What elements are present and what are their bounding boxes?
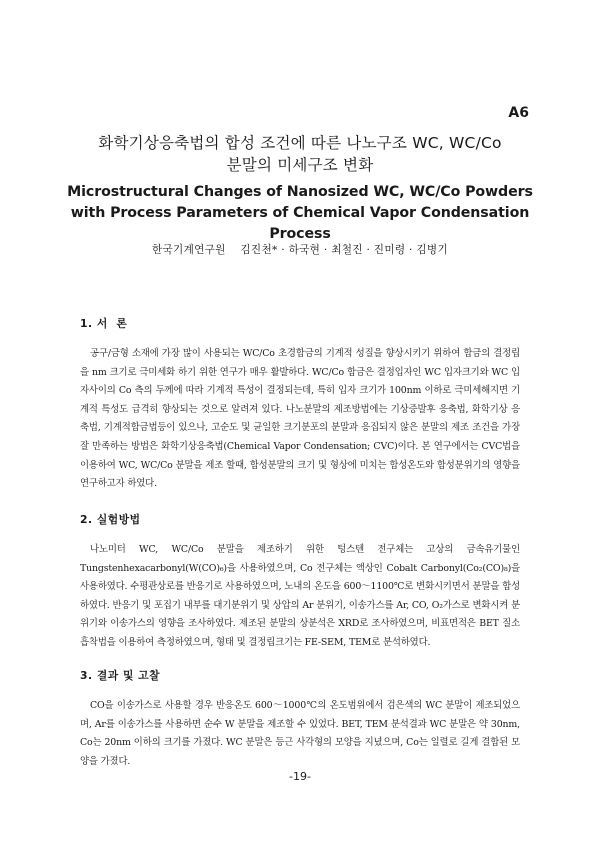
section-body: 공구/금형 소재에 가장 많이 사용되는 WC/Co 초경합금의 기계적 성질을 향상시키기 위하여 합금의 결정립을 nm 크기로 극미세화 하기 위한 연구가 매우 활발하다. WC/Co 합금은 결정입자인 WC 입자크기와 WC 입자사이의 Co 측의 두께에 따라 기계적 특성이 결정되는데, 특히 입자 크기가 100nm 이하로 극미세해지면 기계적 특성도 급격히 향상되는 것으로 알려져 있다. 나노분말의 제조방법에는 기상증발후 응축법, 화학기상 응축법, 기계적합금법등이 있으나, 고순도 및 균일한 크기분포의 분말과 응집되지 않은 분말의 제조 조건을 가장 잘 만족하는 방법은 화학기상응축법(Chemical Vapor Condensation; CVC)이다. 본 연구에서는 CVC법을 이용하여 WC, WC/Co 분말을 제조 할때, 합성분말의 크기 및 형상에 미치는 합성온도와 합성분위기의 영향을 연구하고자 하였다.: [80, 348, 520, 490]
section-experimental-method: [80, 512, 520, 653]
section-heading: 2. 실험방법: [80, 513, 141, 526]
korean-title-line-1: 화학기상응축법의 합성 조건에 따른 나노구조 WC, WC/Co: [98, 134, 502, 152]
title-block: [40, 132, 560, 245]
page-number: -19-: [289, 770, 311, 783]
english-title-line-1: Microstructural Changes of Nanosized WC, WC/Co Powders: [67, 184, 533, 200]
section-heading: 3. 결과 및 고찰: [80, 669, 161, 682]
section-body: CO을 이송가스로 사용할 경우 반응온도 600～1000℃의 온도범위에서 검은색의 WC 분말이 제조되었으며, Ar를 이송가스를 사용하면 순수 W 분말을 제조할 수 있었다. BET, TEM 분석결과 WC 분말은 약 30nm, Co는 20nm 이하의 크기를 가졌다. WC 분말은 등근 사각형의 모양을 지녔으며, Co는 일렬로 길게 결합된 모양을 가졌다.: [80, 700, 520, 767]
paper-code: A6: [508, 105, 529, 121]
korean-title-line-2: 분말의 미세구조 변화: [226, 156, 374, 174]
section-heading: 1. 서 론: [80, 317, 128, 330]
english-title-line-2: with Process Parameters of Chemical Vapor Condensation Process: [70, 205, 530, 242]
english-title: [40, 182, 560, 245]
section-results-discussion: [80, 668, 520, 771]
author-list: 한국기계연구원 김진천* · 하국현 · 최철진 · 진미령 · 김병기: [151, 244, 448, 256]
section-body: 나노미터 WC, WC/Co 분말을 제조하기 위한 텅스텐 전구체는 고상의 금속유기물인 Tungstenhexacarbonyl(W(CO)₆)을 사용하였으며, Co 전구체는 액상인 Cobalt Carbonyl(Co₂(CO)₈)을 사용하였다. 수평관상로를 반응기로 사용하였으며, 노내의 온도을 600～1100℃로 변화시키면서 분말을 합성하였다. 반응기 및 포집기 내부를 대기분위기 및 상압의 Ar 분위기, 이송가스를 Ar, CO, O₂가스로 변화시켜 분위기와 이송가스의 영향을 조사하였다. 제조된 분말의 상분석은 XRD로 조사하였으며, 비표면적은 BET 질소흡착법을 이용하여 측정하였으며, 형태 및 결정립크기는 FE-SEM, TEM로 분석하였다.: [80, 544, 520, 648]
section-introduction: [80, 316, 520, 494]
korean-title: [40, 132, 560, 176]
